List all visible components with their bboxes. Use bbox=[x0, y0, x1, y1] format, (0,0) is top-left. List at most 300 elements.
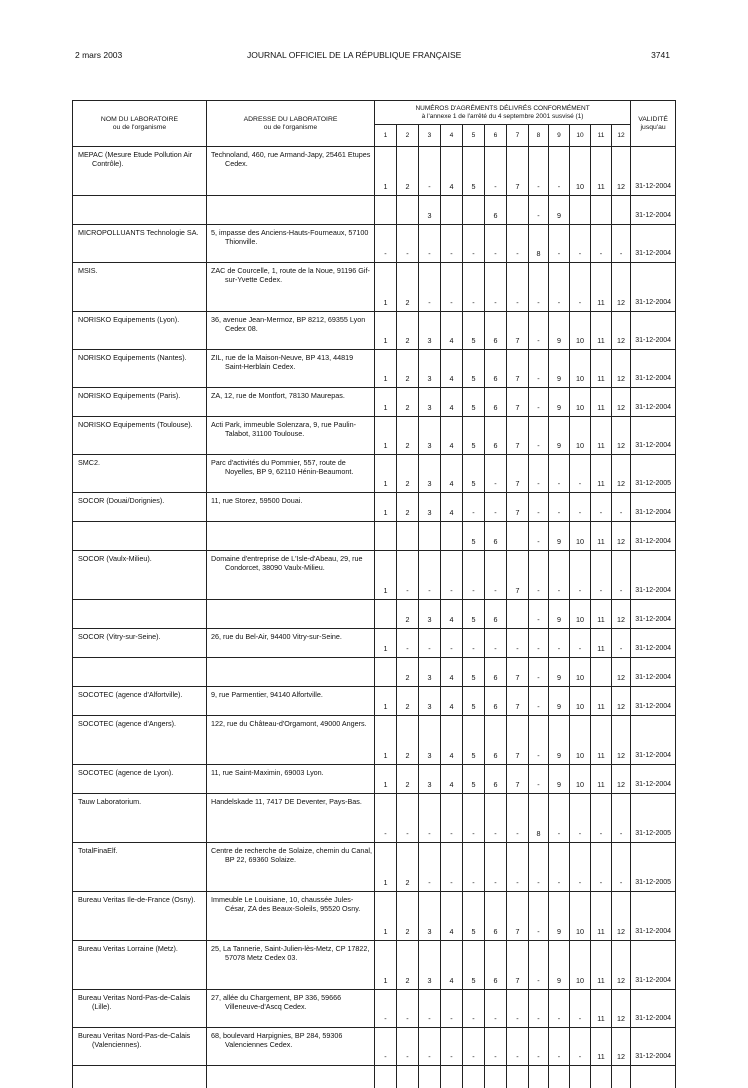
agreement-number-cell: - bbox=[485, 794, 507, 843]
agreement-number-cell: - bbox=[570, 629, 591, 658]
lab-name: SOCOR (Vaulx-Milieu). bbox=[78, 554, 204, 563]
table-row bbox=[73, 388, 676, 417]
agreement-number-cell: 2 bbox=[397, 417, 419, 455]
agreement-number-cell: - bbox=[612, 493, 631, 522]
table-row bbox=[73, 196, 676, 225]
lab-name-cell bbox=[73, 417, 207, 455]
lab-address-cell bbox=[207, 417, 375, 455]
lab-name-cell bbox=[73, 687, 207, 716]
agreement-number-cell: - bbox=[463, 493, 485, 522]
agreement-number-cell: - bbox=[485, 147, 507, 196]
agreement-number-cell: - bbox=[529, 892, 549, 941]
agreement-number-cell: 7 bbox=[507, 350, 529, 388]
agreement-number-cell: 7 bbox=[507, 147, 529, 196]
lab-address-cell bbox=[207, 600, 375, 629]
agreement-number-cell: 5 bbox=[463, 522, 485, 551]
agreement-number-cell: - bbox=[612, 225, 631, 263]
agreement-number-cell: 12 bbox=[612, 350, 631, 388]
agreement-number-cell bbox=[570, 196, 591, 225]
agreement-number-cell: - bbox=[463, 225, 485, 263]
table-row bbox=[73, 658, 676, 687]
agreement-number-cell: 9 bbox=[549, 765, 570, 794]
lab-name-cell bbox=[73, 225, 207, 263]
agreement-number-cell: 11 bbox=[591, 765, 612, 794]
lab-address: Handelskade 11, 7417 DE Deventer, Pays-Bas. bbox=[211, 797, 372, 806]
lab-address: 36, avenue Jean-Mermoz, BP 8212, 69355 Lyon Cedex 08. bbox=[211, 315, 372, 333]
agreement-number-cell: 2 bbox=[397, 843, 419, 892]
empty-cell bbox=[73, 1066, 207, 1088]
agreement-number-cell: 3 bbox=[419, 455, 441, 493]
validity-cell: 31-12-2004 bbox=[631, 388, 676, 417]
agreement-number-cell: - bbox=[419, 551, 441, 600]
agreement-number-cell: - bbox=[570, 1028, 591, 1066]
validity-cell: 31-12-2004 bbox=[631, 225, 676, 263]
agreement-number-cell: - bbox=[529, 196, 549, 225]
lab-name-cell bbox=[73, 388, 207, 417]
validity-cell: 31-12-2004 bbox=[631, 629, 676, 658]
agreement-number-cell: 1 bbox=[375, 455, 397, 493]
lab-address-cell bbox=[207, 658, 375, 687]
agreement-number-cell: 11 bbox=[591, 263, 612, 312]
validity-cell: 31-12-2004 bbox=[631, 990, 676, 1028]
agreement-number-cell: 6 bbox=[485, 716, 507, 765]
agreement-number-cell: - bbox=[397, 225, 419, 263]
agreement-number-cell: 4 bbox=[441, 892, 463, 941]
agreement-number-cell: 1 bbox=[375, 843, 397, 892]
number-header-cell: 5 bbox=[463, 125, 485, 147]
agreement-number-cell: 2 bbox=[397, 765, 419, 794]
agreement-number-cell: - bbox=[419, 629, 441, 658]
agreement-number-cell bbox=[507, 600, 529, 629]
lab-name: NORISKO Equipements (Lyon). bbox=[78, 315, 204, 324]
agreement-number-cell: - bbox=[485, 990, 507, 1028]
agreement-number-cell: - bbox=[507, 990, 529, 1028]
table-row bbox=[73, 794, 676, 843]
agreement-number-cell: 9 bbox=[549, 716, 570, 765]
agreement-number-cell: - bbox=[419, 1028, 441, 1066]
agreement-number-cell: - bbox=[529, 941, 549, 990]
lab-name: NORISKO Equipements (Paris). bbox=[78, 391, 204, 400]
table-row bbox=[73, 892, 676, 941]
agreement-number-cell: 12 bbox=[612, 600, 631, 629]
agreement-number-cell: 2 bbox=[397, 312, 419, 350]
empty-cell bbox=[485, 1066, 507, 1088]
agreement-number-cell bbox=[375, 658, 397, 687]
agreement-number-cell: 5 bbox=[463, 658, 485, 687]
agreement-number-cell: 9 bbox=[549, 522, 570, 551]
agreement-number-cell: - bbox=[549, 990, 570, 1028]
header-page-number: 3741 bbox=[651, 50, 670, 60]
agreement-number-cell bbox=[507, 196, 529, 225]
page-header bbox=[75, 50, 670, 64]
agreement-number-cell: 3 bbox=[419, 765, 441, 794]
col-address-title: ADRESSE DU LABORATOIRE bbox=[207, 116, 374, 124]
agreement-number-cell: - bbox=[441, 1028, 463, 1066]
table-row bbox=[73, 455, 676, 493]
validity-cell: 31-12-2004 bbox=[631, 551, 676, 600]
agreement-number-cell: - bbox=[612, 551, 631, 600]
agreement-number-cell: 3 bbox=[419, 312, 441, 350]
table-row bbox=[73, 1028, 676, 1066]
continuation-row bbox=[73, 1066, 676, 1088]
agreement-number-cell: 3 bbox=[419, 892, 441, 941]
number-header-cell: 9 bbox=[549, 125, 570, 147]
agreement-number-cell: - bbox=[529, 263, 549, 312]
agreement-number-cell: 12 bbox=[612, 312, 631, 350]
agreement-number-cell: 12 bbox=[612, 687, 631, 716]
agreement-number-cell: 3 bbox=[419, 417, 441, 455]
agreement-number-cell: 6 bbox=[485, 941, 507, 990]
lab-address-cell bbox=[207, 551, 375, 600]
agreement-number-cell: 12 bbox=[612, 388, 631, 417]
col-numbers-title: NUMÉROS D'AGRÉMENTS DÉLIVRÉS CONFORMÉMENT bbox=[375, 105, 630, 113]
agreement-number-cell: 1 bbox=[375, 941, 397, 990]
agreement-number-cell: - bbox=[549, 147, 570, 196]
col-name-subtitle: ou de l'organisme bbox=[73, 124, 206, 132]
lab-address: 9, rue Parmentier, 94140 Alfortville. bbox=[211, 690, 372, 699]
agreement-number-cell: 7 bbox=[507, 687, 529, 716]
lab-address: 11, rue Storez, 59500 Douai. bbox=[211, 496, 372, 505]
agreement-number-cell: 7 bbox=[507, 765, 529, 794]
agreement-number-cell: 6 bbox=[485, 350, 507, 388]
lab-address: Acti Park, immeuble Solenzara, 9, rue Paulin-Talabot, 31100 Toulouse. bbox=[211, 420, 372, 438]
agreement-number-cell: - bbox=[463, 794, 485, 843]
agreement-number-cell: 1 bbox=[375, 417, 397, 455]
agreement-number-cell: - bbox=[463, 843, 485, 892]
agreement-number-cell: 12 bbox=[612, 522, 631, 551]
agreement-number-cell: - bbox=[529, 600, 549, 629]
lab-address: ZA, 12, rue de Montfort, 78130 Maurepas. bbox=[211, 391, 372, 400]
agreement-number-cell: 5 bbox=[463, 600, 485, 629]
agreement-number-cell: - bbox=[549, 455, 570, 493]
agreement-number-cell: - bbox=[549, 629, 570, 658]
agreement-number-cell: 9 bbox=[549, 417, 570, 455]
lab-name: SMC2. bbox=[78, 458, 204, 467]
agreement-number-cell: 6 bbox=[485, 312, 507, 350]
agreement-number-cell: - bbox=[591, 225, 612, 263]
agreement-number-cell: - bbox=[591, 843, 612, 892]
agreement-number-cell: - bbox=[529, 147, 549, 196]
lab-name-cell bbox=[73, 941, 207, 990]
agreement-number-cell: 1 bbox=[375, 716, 397, 765]
lab-name-cell bbox=[73, 794, 207, 843]
lab-address-cell bbox=[207, 522, 375, 551]
lab-address-cell bbox=[207, 716, 375, 765]
agreement-number-cell: - bbox=[463, 990, 485, 1028]
agreement-number-cell: - bbox=[612, 629, 631, 658]
lab-name: NORISKO Equipements (Toulouse). bbox=[78, 420, 204, 429]
lab-address: Domaine d'entreprise de L'Isle-d'Abeau, 29, rue Condorcet, 38090 Vaulx-Milieu. bbox=[211, 554, 372, 572]
agreement-number-cell: 2 bbox=[397, 263, 419, 312]
agreement-number-cell: 11 bbox=[591, 417, 612, 455]
empty-cell bbox=[570, 1066, 591, 1088]
agreement-number-cell: 10 bbox=[570, 350, 591, 388]
lab-address-cell bbox=[207, 892, 375, 941]
number-header-cell: 2 bbox=[397, 125, 419, 147]
agreement-number-cell: - bbox=[612, 794, 631, 843]
validity-cell: 31-12-2004 bbox=[631, 147, 676, 196]
agreement-number-cell: - bbox=[375, 794, 397, 843]
agreement-number-cell: 3 bbox=[419, 687, 441, 716]
validity-cell: 31-12-2004 bbox=[631, 1028, 676, 1066]
agreement-number-cell: 11 bbox=[591, 147, 612, 196]
agreement-number-cell: 2 bbox=[397, 147, 419, 196]
agreement-number-cell: - bbox=[529, 716, 549, 765]
agreement-number-cell: - bbox=[441, 629, 463, 658]
agreement-number-cell: 12 bbox=[612, 990, 631, 1028]
empty-cell bbox=[549, 1066, 570, 1088]
agreement-number-cell bbox=[591, 196, 612, 225]
agreement-number-cell: 11 bbox=[591, 522, 612, 551]
agreement-number-cell: 4 bbox=[441, 765, 463, 794]
agreement-number-cell: 3 bbox=[419, 716, 441, 765]
agreement-number-cell: 1 bbox=[375, 388, 397, 417]
agreement-number-cell: 10 bbox=[570, 147, 591, 196]
agreement-number-cell: - bbox=[570, 843, 591, 892]
agreement-number-cell: - bbox=[529, 765, 549, 794]
lab-address-cell bbox=[207, 765, 375, 794]
agreement-number-cell: 1 bbox=[375, 263, 397, 312]
empty-cell bbox=[207, 1066, 375, 1088]
validity-cell: 31-12-2005 bbox=[631, 794, 676, 843]
agreement-number-cell: 6 bbox=[485, 765, 507, 794]
lab-name-cell bbox=[73, 312, 207, 350]
lab-address-cell bbox=[207, 794, 375, 843]
agreement-number-cell: 1 bbox=[375, 312, 397, 350]
lab-name-cell bbox=[73, 1028, 207, 1066]
lab-address-cell bbox=[207, 629, 375, 658]
agreement-number-cell: 2 bbox=[397, 455, 419, 493]
agreement-number-cell bbox=[397, 196, 419, 225]
agreement-number-cell: - bbox=[485, 843, 507, 892]
agreement-number-cell: 2 bbox=[397, 600, 419, 629]
agreement-number-cell: - bbox=[375, 990, 397, 1028]
validity-cell: 31-12-2004 bbox=[631, 493, 676, 522]
lab-address: 5, impasse des Anciens-Hauts-Fourneaux, 57100 Thionville. bbox=[211, 228, 372, 246]
agreement-number-cell: 4 bbox=[441, 455, 463, 493]
agreement-number-cell: - bbox=[529, 1028, 549, 1066]
agreement-number-cell: 9 bbox=[549, 892, 570, 941]
lab-name: SOCOTEC (agence d'Alfortville). bbox=[78, 690, 204, 699]
agreement-number-cell: 12 bbox=[612, 1028, 631, 1066]
agreement-number-cell: 6 bbox=[485, 417, 507, 455]
lab-name-cell bbox=[73, 522, 207, 551]
agreement-number-cell: 10 bbox=[570, 765, 591, 794]
agreement-number-cell: - bbox=[463, 629, 485, 658]
lab-name: TotalFinaElf. bbox=[78, 846, 204, 855]
validity-cell: 31-12-2004 bbox=[631, 522, 676, 551]
agreement-number-cell: - bbox=[549, 493, 570, 522]
agreement-number-cell bbox=[419, 522, 441, 551]
agreement-number-cell: 10 bbox=[570, 312, 591, 350]
table-body bbox=[73, 147, 676, 1088]
agreement-number-cell: - bbox=[397, 629, 419, 658]
agreement-number-cell: 5 bbox=[463, 388, 485, 417]
agreement-number-cell: 9 bbox=[549, 600, 570, 629]
validity-cell: 31-12-2004 bbox=[631, 350, 676, 388]
validity-cell: 31-12-2004 bbox=[631, 417, 676, 455]
validity-cell: 31-12-2004 bbox=[631, 687, 676, 716]
agreement-number-cell: 11 bbox=[591, 600, 612, 629]
lab-address: 68, boulevard Harpignies, BP 284, 59306 Valenciennes Cedex. bbox=[211, 1031, 372, 1049]
lab-address: 26, rue du Bel-Air, 94400 Vitry-sur-Seine. bbox=[211, 632, 372, 641]
agreement-number-cell: 1 bbox=[375, 350, 397, 388]
agreement-number-cell: - bbox=[570, 551, 591, 600]
lab-address-cell bbox=[207, 388, 375, 417]
table-row bbox=[73, 417, 676, 455]
agreement-number-cell: - bbox=[529, 455, 549, 493]
agreement-number-cell: 5 bbox=[463, 941, 485, 990]
lab-name: NORISKO Equipements (Nantes). bbox=[78, 353, 204, 362]
lab-name-cell bbox=[73, 892, 207, 941]
agreement-number-cell: - bbox=[419, 147, 441, 196]
agreement-number-cell: - bbox=[529, 522, 549, 551]
agreement-number-cell: 11 bbox=[591, 716, 612, 765]
agreement-number-cell: 7 bbox=[507, 551, 529, 600]
lab-name-cell bbox=[73, 147, 207, 196]
lab-address: 25, La Tannerie, Saint-Julien-lès-Metz, CP 17822, 57078 Metz Cedex 03. bbox=[211, 944, 372, 962]
lab-address-cell bbox=[207, 455, 375, 493]
lab-address-cell bbox=[207, 843, 375, 892]
agreement-number-cell: - bbox=[441, 225, 463, 263]
agreement-number-cell: - bbox=[507, 263, 529, 312]
agreement-number-cell: - bbox=[397, 551, 419, 600]
agreement-number-cell: - bbox=[441, 263, 463, 312]
lab-address-cell bbox=[207, 493, 375, 522]
lab-name: Bureau Veritas Nord-Pas-de-Calais (Valenciennes). bbox=[78, 1031, 204, 1049]
agreement-number-cell: 10 bbox=[570, 941, 591, 990]
lab-name-cell bbox=[73, 843, 207, 892]
lab-name: MSIS. bbox=[78, 266, 204, 275]
table-row bbox=[73, 522, 676, 551]
agreement-number-cell: 10 bbox=[570, 417, 591, 455]
validity-cell: 31-12-2004 bbox=[631, 600, 676, 629]
agreement-number-cell: 11 bbox=[591, 312, 612, 350]
agreement-number-cell: 12 bbox=[612, 716, 631, 765]
table-row bbox=[73, 716, 676, 765]
agreement-number-cell: 5 bbox=[463, 716, 485, 765]
agreement-number-cell: - bbox=[529, 312, 549, 350]
lab-address-cell bbox=[207, 312, 375, 350]
col-header-address bbox=[207, 101, 375, 147]
validity-cell: 31-12-2004 bbox=[631, 892, 676, 941]
agreement-number-cell: - bbox=[529, 687, 549, 716]
agreement-number-cell: - bbox=[529, 388, 549, 417]
agreement-number-cell: - bbox=[419, 225, 441, 263]
table-row bbox=[73, 990, 676, 1028]
lab-name: MEPAC (Mesure Etude Pollution Air Contrôle). bbox=[78, 150, 204, 168]
agreement-number-cell: 2 bbox=[397, 658, 419, 687]
agreement-number-cell: 6 bbox=[485, 600, 507, 629]
table-row bbox=[73, 225, 676, 263]
laboratory-table bbox=[72, 100, 676, 1088]
validity-cell: 31-12-2004 bbox=[631, 716, 676, 765]
agreement-number-cell: 9 bbox=[549, 687, 570, 716]
agreement-number-cell: - bbox=[441, 843, 463, 892]
lab-name-cell bbox=[73, 196, 207, 225]
lab-name: SOCOR (Douai/Dorignies). bbox=[78, 496, 204, 505]
agreement-number-cell: 1 bbox=[375, 892, 397, 941]
validity-cell: 31-12-2004 bbox=[631, 941, 676, 990]
lab-name: SOCOTEC (agence de Lyon). bbox=[78, 768, 204, 777]
agreement-number-cell: - bbox=[463, 1028, 485, 1066]
empty-cell bbox=[507, 1066, 529, 1088]
col-numbers-subtitle: à l'annexe 1 de l'arrêté du 4 septembre 2001 susvisé (1) bbox=[375, 113, 630, 121]
agreement-number-cell bbox=[375, 600, 397, 629]
agreement-number-cell: - bbox=[529, 551, 549, 600]
agreement-number-cell: - bbox=[375, 1028, 397, 1066]
agreement-number-cell: - bbox=[397, 794, 419, 843]
table-row bbox=[73, 765, 676, 794]
agreement-number-cell: 4 bbox=[441, 147, 463, 196]
agreement-number-cell: - bbox=[612, 843, 631, 892]
lab-address: Parc d'activités du Pommier, 557, route de Noyelles, BP 9, 62110 Hénin-Beaumont. bbox=[211, 458, 372, 476]
agreement-number-cell: - bbox=[485, 225, 507, 263]
agreement-number-cell: - bbox=[529, 658, 549, 687]
empty-cell bbox=[591, 1066, 612, 1088]
table-row bbox=[73, 350, 676, 388]
agreement-number-cell: 11 bbox=[591, 388, 612, 417]
agreement-number-cell: 4 bbox=[441, 687, 463, 716]
table-row bbox=[73, 600, 676, 629]
agreement-number-cell: 10 bbox=[570, 892, 591, 941]
agreement-number-cell: - bbox=[419, 843, 441, 892]
validity-cell: 31-12-2004 bbox=[631, 765, 676, 794]
agreement-number-cell: 2 bbox=[397, 716, 419, 765]
agreement-number-cell: 1 bbox=[375, 629, 397, 658]
agreement-number-cell: 10 bbox=[570, 716, 591, 765]
number-header-cell: 11 bbox=[591, 125, 612, 147]
agreement-number-cell: 7 bbox=[507, 658, 529, 687]
lab-name: SOCOR (Vitry-sur-Seine). bbox=[78, 632, 204, 641]
agreement-number-cell: 3 bbox=[419, 388, 441, 417]
validity-cell: 31-12-2005 bbox=[631, 843, 676, 892]
agreement-number-cell: 10 bbox=[570, 687, 591, 716]
agreement-number-cell: 4 bbox=[441, 312, 463, 350]
agreement-number-cell: - bbox=[419, 263, 441, 312]
col-validity-title: VALIDITÉ bbox=[631, 116, 675, 124]
agreement-number-cell: 9 bbox=[549, 350, 570, 388]
agreement-number-cell: - bbox=[441, 990, 463, 1028]
agreement-number-cell: - bbox=[570, 990, 591, 1028]
agreement-number-cell: - bbox=[570, 493, 591, 522]
agreement-number-cell: 6 bbox=[485, 388, 507, 417]
lab-name: Bureau Veritas Nord-Pas-de-Calais (Lille). bbox=[78, 993, 204, 1011]
agreement-number-cell: 3 bbox=[419, 196, 441, 225]
agreement-number-cell: - bbox=[485, 263, 507, 312]
lab-address-cell bbox=[207, 147, 375, 196]
empty-cell bbox=[375, 1066, 397, 1088]
agreement-number-cell: 11 bbox=[591, 941, 612, 990]
lab-address: Immeuble Le Louisiane, 10, chaussée Jules-César, ZA des Beaux-Soleils, 95520 Osny. bbox=[211, 895, 372, 913]
agreement-number-cell: 4 bbox=[441, 350, 463, 388]
agreement-number-cell: - bbox=[549, 263, 570, 312]
agreement-number-cell: - bbox=[507, 225, 529, 263]
agreement-number-cell: 5 bbox=[463, 892, 485, 941]
agreement-number-cell: 8 bbox=[529, 225, 549, 263]
agreement-number-cell: - bbox=[463, 551, 485, 600]
agreement-number-cell: 7 bbox=[507, 716, 529, 765]
number-header-cell: 3 bbox=[419, 125, 441, 147]
agreement-number-cell: - bbox=[529, 417, 549, 455]
agreement-number-cell: - bbox=[549, 225, 570, 263]
agreement-number-cell bbox=[441, 196, 463, 225]
lab-name-cell bbox=[73, 600, 207, 629]
agreement-number-cell: 12 bbox=[612, 892, 631, 941]
lab-name: Tauw Laboratorium. bbox=[78, 797, 204, 806]
agreement-number-cell: - bbox=[570, 794, 591, 843]
agreement-number-cell: 11 bbox=[591, 1028, 612, 1066]
